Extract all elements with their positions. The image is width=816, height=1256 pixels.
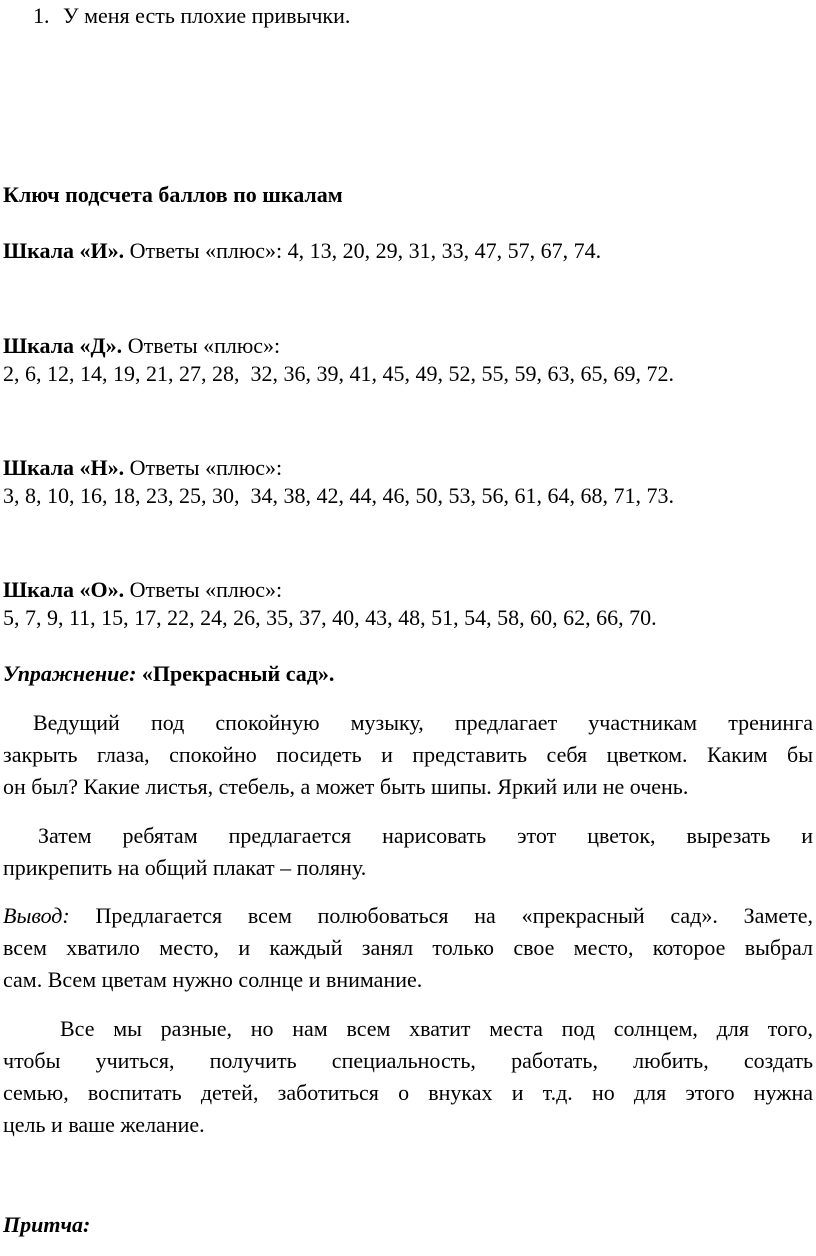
list-item	[33, 3, 813, 29]
scale-o-values: 5, 7, 9, 11, 15, 17, 22, 24, 26, 35, 37, 40, 43, 48, 51, 54, 58, 60, 62, 66, 70.	[3, 605, 657, 630]
conclusion-line1	[3, 903, 813, 929]
paragraph2-line2: прикрепить на общий плакат – поляну.	[3, 855, 367, 880]
scale-o-answers-label: Ответы «плюс»:	[124, 577, 283, 602]
exercise-label: Упражнение:	[3, 661, 137, 686]
paragraph3-line1: Все мы разные, но нам всем хватит места под солнцем, для того,	[60, 1016, 813, 1041]
scale-n	[3, 455, 813, 481]
list-item-text: У меня есть плохие привычки.	[63, 3, 351, 28]
scale-n-label: Шкала «Н».	[3, 455, 125, 480]
exercise-title: «Прекрасный сад».	[136, 661, 335, 686]
paragraph3-line2: чтобы учиться, получить специальность, работать, любить, создать	[3, 1048, 813, 1073]
paragraph2-line1: Затем ребятам предлагается нарисовать этот цветок, вырезать и	[38, 823, 813, 848]
paragraph1-line2: закрыть глаза, спокойно посидеть и представить себя цветком. Каким бы	[3, 742, 813, 767]
scale-o	[3, 577, 813, 603]
scale-o-label: Шкала «О».	[3, 577, 125, 602]
scale-d-values: 2, 6, 12, 14, 19, 21, 27, 28, 32, 36, 39, 41, 45, 49, 52, 55, 59, 63, 65, 69, 72.	[3, 361, 674, 386]
conclusion-line3: сам. Всем цветам нужно солнце и внимание.	[3, 967, 423, 992]
paragraph1-line1: Ведущий под спокойную музыку, предлагает участникам тренинга	[33, 710, 813, 735]
parable-heading: Притча:	[3, 1212, 91, 1237]
paragraph3-line4: цель и ваше желание.	[3, 1112, 205, 1137]
scale-i-answers: Ответы «плюс»: 4, 13, 20, 29, 31, 33, 47, 57, 67, 74.	[124, 238, 602, 263]
conclusion-line2: всем хватило место, и каждый занял только свое место, которое выбрал	[3, 935, 813, 960]
paragraph1-line3: он был? Какие листья, стебель, а может быть шипы. Яркий или не очень.	[3, 774, 689, 799]
scale-d-label: Шкала «Д».	[3, 333, 123, 358]
scale-d-answers-label: Ответы «плюс»:	[122, 333, 281, 358]
conclusion-text-1: Предлагается всем полюбоваться на «прекрасный сад». Замете,	[69, 903, 813, 928]
scale-n-values: 3, 8, 10, 16, 18, 23, 25, 30, 34, 38, 42, 44, 46, 50, 53, 56, 61, 64, 68, 71, 73.	[3, 483, 674, 508]
conclusion-label: Вывод:	[3, 903, 70, 928]
scale-i-label: Шкала «И».	[3, 238, 125, 263]
scale-i	[3, 238, 813, 264]
exercise-heading	[3, 661, 813, 687]
list-number: 1.	[33, 3, 50, 28]
scale-n-answers-label: Ответы «плюс»:	[124, 455, 283, 480]
scale-d	[3, 333, 813, 359]
paragraph3-line3: семью, воспитать детей, заботиться о внуках и т.д. но для этого нужна	[3, 1080, 813, 1105]
key-heading: Ключ подсчета баллов по шкалам	[3, 182, 343, 207]
